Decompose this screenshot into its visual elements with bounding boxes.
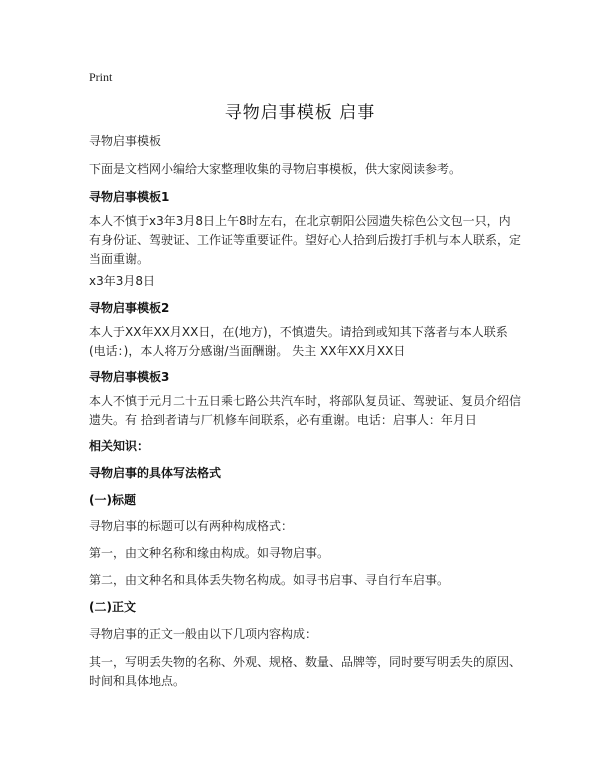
heading-template-3: 寻物启事模板3 (89, 370, 170, 384)
heading-related: 相关知识： (89, 439, 150, 453)
heading-body-section: (二)正文 (89, 600, 136, 614)
paragraph-body-intro: 寻物启事的正文一般由以下几项内容构成： (89, 627, 318, 641)
paragraph-template-2: 本人于XX年XX月XX日，在(地方)，不慎遗失。请拾到或知其下落者与本人联系(电话：)，本人将万分感谢/当面酬谢。 失主 XX年XX月XX日 (89, 325, 508, 358)
paragraph-body-item-1: 其一，写明丢失物的名称、外观、规格、数量、品牌等，同时要写明丢失的原因、时间和具体地点。 (89, 655, 522, 688)
heading-template-1: 寻物启事模板1 (89, 190, 170, 204)
paragraph-intro: 下面是文档网小编给大家整理收集的寻物启事模板，供大家阅读参考。 (89, 162, 462, 176)
paragraph-template-3: 本人不慎于元月二十五日乘七路公共汽车时，将部队复员证、驾驶证、复员介绍信遗失。有 拾到者请与厂机修车间联系，必有重谢。电话：启事人：年月日 (89, 394, 522, 427)
paragraph-template-1: 本人不慎于x3年3月8日上午8时左右，在北京朝阳公园遗失棕色公文包一只，内有身份证、驾驶证、工作证等重要证件。望好心人拾到后拨打手机与本人联系，定当面重谢。 (89, 214, 522, 266)
paragraph-date: x3年3月8日 (89, 274, 156, 288)
heading-template-2: 寻物启事模板2 (89, 301, 170, 315)
paragraph-intro-title: 寻物启事模板 (89, 134, 162, 148)
paragraph-format-1: 第一，由文种名称和缘由构成。如寻物启事。 (89, 546, 330, 560)
paragraph-title-formats: 寻物启事的标题可以有两种构成格式： (89, 519, 294, 533)
paragraph-format-2: 第二，由文种名和具体丢失物名构成。如寻书启事、寻自行车启事。 (89, 573, 450, 587)
page-title: 寻物启事模板 启事 (224, 103, 376, 123)
heading-format: 寻物启事的具体写法格式 (89, 466, 222, 480)
print-label: Print (89, 70, 113, 84)
heading-title-section: (一)标题 (89, 493, 136, 507)
